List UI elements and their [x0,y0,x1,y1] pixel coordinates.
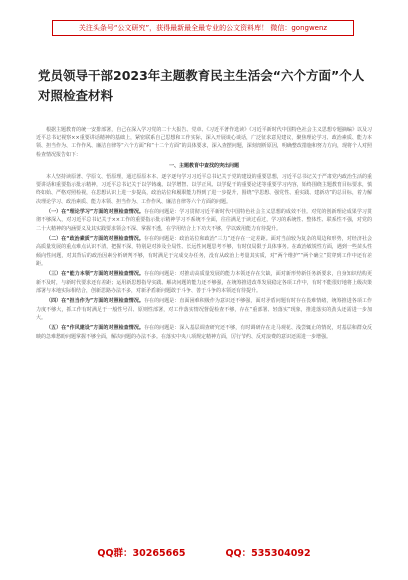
promo-banner [52,20,354,36]
point-paragraph-2 [36,235,372,268]
point-paragraph-5 [36,324,372,340]
point-text-4: 存在的问题是：直面困难积极作为意识还不够强，面对矛盾问题有时存在畏难情绪，统筹推进各项工作力度不够大，抓工作有时满足于一般性号召、原则性部署，对工作落实情况督促检查不够，存在“重部署、轻落实”现象，推进落实的劲头还需进一步加大。 [36,298,372,321]
point-heading-1: （一）在“理论学习”方面的对照检查情况。 [46,209,144,216]
intro-paragraph: 根据主题教育的统一安排部署，自己在深入学习党的二十大报告、党章、《习近平著作选读》《习近平新时代中国特色社会主义思想专题摘编》以及习近平总书记视察××重要讲话精神的基础上，紧密联系自己思想和工作实际，深入开展谈心谈话，广泛征求意见建议，聚焦理论学习、政治素质、能力本领、担当作为、工作作风、廉洁自律等“六个方面”和“十二个方面”的具体要求，深入查摆问题，深刻剖析原因，明确整改措施和努力方向，现将个人对照检查情况报告如下： [36,127,372,158]
section-heading: 一、主题教育中查找的突出问题 [168,162,239,169]
document-body [36,126,372,536]
contact-footer [0,545,408,565]
point-paragraph-1 [36,208,372,233]
point-paragraph-3 [36,270,372,295]
point-heading-2: （二）在“政治素质”方面的对照检查情况。 [46,236,144,243]
point-heading-5: （五）在“作风建设”方面的对照检查情况。 [46,325,144,332]
qq-group-text: QQ群：30265665 [97,548,186,559]
document-title: 党员领导干部2023年主题教育民主生活会“六个方面”个人对照检查材料 [38,68,365,103]
point-paragraph-4 [36,297,372,322]
point-heading-4: （四）在“担当作为”方面的对照检查情况。 [46,298,144,305]
section-intro-paragraph: 本人坚持读原著、学原文、悟原理，通过原原本本、逐字逐句学习习近平总书记关于党的建设的重要思想，习近平总书记关于严肃党内政治生活的重要讲话和重要指示批示精神，习近平总书记关于以学铸魂、以学增智、以学正风、以学促干的重要论述等重要学习内容，始终围绕主题教育目标要求，慎终如始、严格对照检视，在思想认识上进一步提高，政治站位和履职能力得到了进一步提升，围绕“学思想、强党性、重实践、建新功”的总目标，着力解决理论学习、政治素质、能力本领、担当作为、工作作风、廉洁自律等六个方面的问题。 [36,174,372,205]
qq-number-text: QQ：535304092 [225,548,311,559]
point-text-3: 存在的问题是：对推动高质量发展的能力本领还存在欠缺，面对新形势新任务新要求，自身知识结构更新不及时，与新时代要求还有差距；运用新思想指导实践、解决问题的能力还不够强，在统筹推进改革发展稳定各项工作中，有时不能很好地将上级决策部署与本地实际相结合，创新思路办法不多，对新矛盾新问题敢于斗争、善于斗争的本领还有待提升。 [36,271,372,294]
point-text-5: 存在的问题是：深入基层调查研究还不够，有时调研存在走马观花、浅尝辄止的情况，对基层和群众反映的急难愁盼问题掌握不够全面，解决问题的办法不多。在落实中央八项规定精神方面，厉行节约、反对浪费的意识还需进一步增强。 [36,325,372,340]
point-text-1: 存在的问题是：学习贯彻习近平新时代中国特色社会主义思想的成效不佳。对党的创新理论成果学习贯彻不够深入，对习近平总书记关于××工作的重要指示批示精神学习不系统不全面，往往满足于读过看过，学习的系统性、整体性、联系性不强，对党的二十大精神的内涵要义及其实践要求领会不深、掌握不透，在学用结合上下功夫不够，学以致用能力有待提升。 [36,209,372,232]
promo-banner-text: 关注头条号“公文研究”，获得最新最全最专业的公文资料库！ 微信：gongwenz [78,24,328,32]
point-text-2: 存在的问题是：政治站位和政治“三力”还存在一定差距。面对当前较为复杂的周边和形势，对经济社会高质量发展的重点难点认识不清，把握不深，特别是对涉及全局性、长远性问题思考不够，有时仅局限于具体事务。在政治敏锐性方面，遇到一些苗头性倾向性问题，对其背后的政治因素分析研判不够，有时满足于完成交办任务，没有从政治上考量其实质，对“两个维护”“两个确立”贯穿到工作中还有差距。 [36,236,372,267]
point-heading-3: （三）在“能力本领”方面的对照检查情况。 [46,271,144,278]
